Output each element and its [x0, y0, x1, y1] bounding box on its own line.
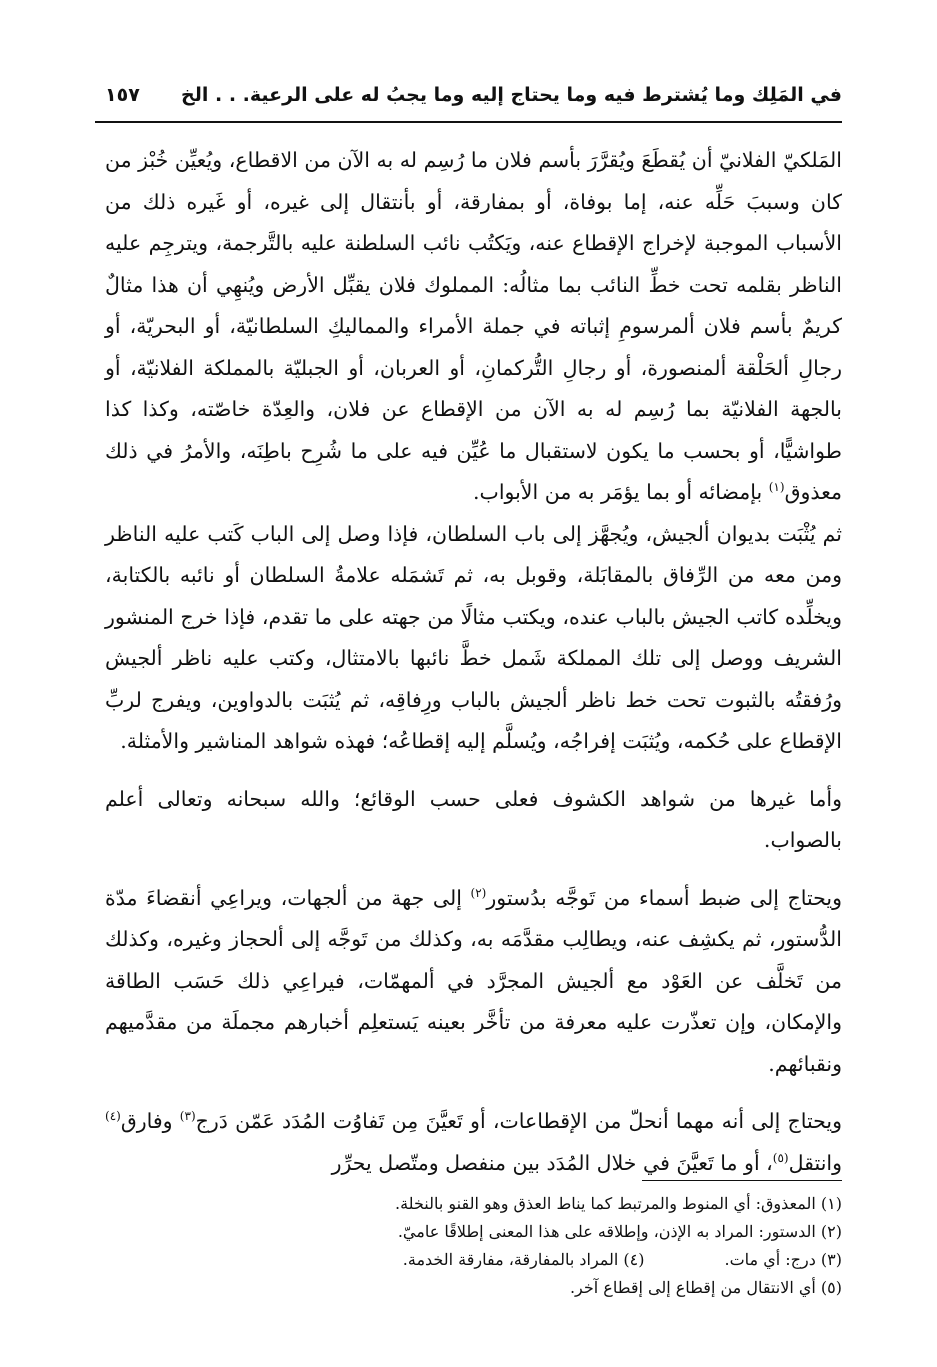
header-divider	[95, 121, 842, 123]
footnote-2: (٢) الدستور: المراد به الإذن، وإطلاقه على هذا المعنى إطلاقًا عاميّ.	[397, 1222, 842, 1241]
paragraph-4: ويحتاج إلى ضبط أسماء من تَوجَّه بدُستور$^{(٢)}$ إلى جهة من ألجهات، ويراعِي أنقضاءَ مدّة الدُّستور، ثم يكشِف عنه، ويطالِب مقدَّمَه به، وكذلك من تَوجَّه إلى ألحجاز وغيره، وكذلك من تَخلَّف عن العَوْد مع ألجيش المجرَّد في ألمهمّات، فيراعِي ذلك حَسَب الطاقة والإمكان، وإن تعذّرت عليه معرفة من تأخَّر بعينه يَستعلِم أخبارهم مجملَة من مقدَّميهم ونقبائهم.	[105, 885, 842, 1076]
footnote-ref-5: (٥)	[772, 1150, 789, 1165]
header-title: في المَلِك وما يُشترط فيه وما يحتاج إليه وما يجبُ له على الرعية. . . الخ	[181, 84, 842, 106]
footnote-ref-2: (٢)	[470, 885, 487, 900]
footnote-ref-3: (٣)	[179, 1109, 196, 1124]
running-header	[105, 84, 842, 106]
footnote-ref-4: (٤)	[105, 1109, 121, 1124]
paragraph-5: ويحتاج إلى أنه مهما أنحلّ من الإقطاعات، أو تَعيَّنَ مِن تَفاوُت المُدَد عَمّن دَرج$^{(٣)}$ وفارق$^{(٤)}$ وانتقل$^{(٥)}$، أو ما تَعيَّنَ في خلال المُدَد بين منفصل ومتّصل يحرِّر	[105, 1109, 842, 1175]
footnote-3: (٣) درج: أي مات.	[724, 1250, 842, 1269]
footnote-1: (١) المعذوق: أي المنوط والمرتبط كما يناط العذق وهو القنو بالنخلة.	[395, 1194, 842, 1213]
footnote-3-4	[105, 1246, 842, 1274]
page-number: ١٥٧	[105, 84, 140, 106]
footnotes	[105, 1190, 842, 1302]
paragraph-3: وأما غيرها من شواهد الكشوف فعلى حسب الوقائع؛ والله سبحانه وتعالى أعلم بالصواب.	[105, 786, 842, 852]
footnote-4: (٤) المراد بالمفارقة، مفارقة الخدمة.	[402, 1250, 645, 1269]
footnote-5: (٥) أي الانتقال من إقطاع إلى إقطاع آخر.	[569, 1278, 842, 1297]
main-text	[105, 140, 842, 1184]
footnote-ref-1: (١)	[768, 480, 785, 495]
paragraph-2: ثم يُثْبَت بديوان ألجيش، ويُجهَّز إلى باب السلطان، فإذا وصل إلى الباب كَتب عليه الناظر ومن معه من الرِّفاق بالمقابَلة، وقوبل به، ثم تَشمَله علامةُ السلطان أو نائبه بالكتابة، ويخلِّده كاتب الجيش بالباب عنده، ويكتب مثالًا من جهته على ما تقدم، فإذا خرج المنشور الشريف ووصل إلى تلك المملكة شَمل خطَّ نائبها بالامتثال، وكتب عليه ناظر ألجيش ورُفقتُه بالثبوت تحت خط ناظر ألجيش بالباب ورِفاقِه، ثم يُثبَت بالدواوين، ويفرج لربِّ الإقطاع على حُكمه، ويُثبَت إفراجُه، ويُسلَّم إليه إقطاعُه؛ فهذه شواهد المناشير والأمثلة.	[105, 521, 842, 753]
paragraph-1: المَلكيّ الفلانيّ أن يُقطَعَ ويُقرَّرَ بأسم فلان ما رُسِم له به الآن من الاقطاع، ويُعيِّن خُبْز من كان وسببَ حَلِّه عنه، إما بوفاة، أو بمفارقة، أو بأنتقال إلى غيره، أو غَيره ذلك من الأسباب الموجبة لإخراج الإقطاع عنه، ويَكتُب نائب السلطنة عليه بالتَّرجمة، ويترجِم عليه الناظر بقلمه تحت خطِّ النائب بما مثالُه: المملوك فلان يقبِّل الأرض ويُنهِي أن هذا مثالٌ كريمٌ بأسم فلان ألمرسومِ إثباته في جملة الأمراء والمماليكِ السلطانيّة، أو البحريّة، أو رجالِ ألحَلْقة ألمنصورة، أو رجالِ التُّركمانِ، أو العربان، أو الجبليّة بالمملكة الفلانيّة، أو بالجهة الفلانيّة بما رُسِم له به الآن من الإقطاع عن فلان، والعِدّة خاصّته، وكذا كذا طواشيًّا، أو بحسب ما يكون لاستقبال ما عُيِّن فيه على ما شُرِح باطِنَه، والأمرُ في ذلك معذوق$^{(١)}$ بإمضائه أو بما يؤمَر به من الأبواب.	[105, 148, 842, 504]
footnote-divider	[642, 1180, 842, 1181]
